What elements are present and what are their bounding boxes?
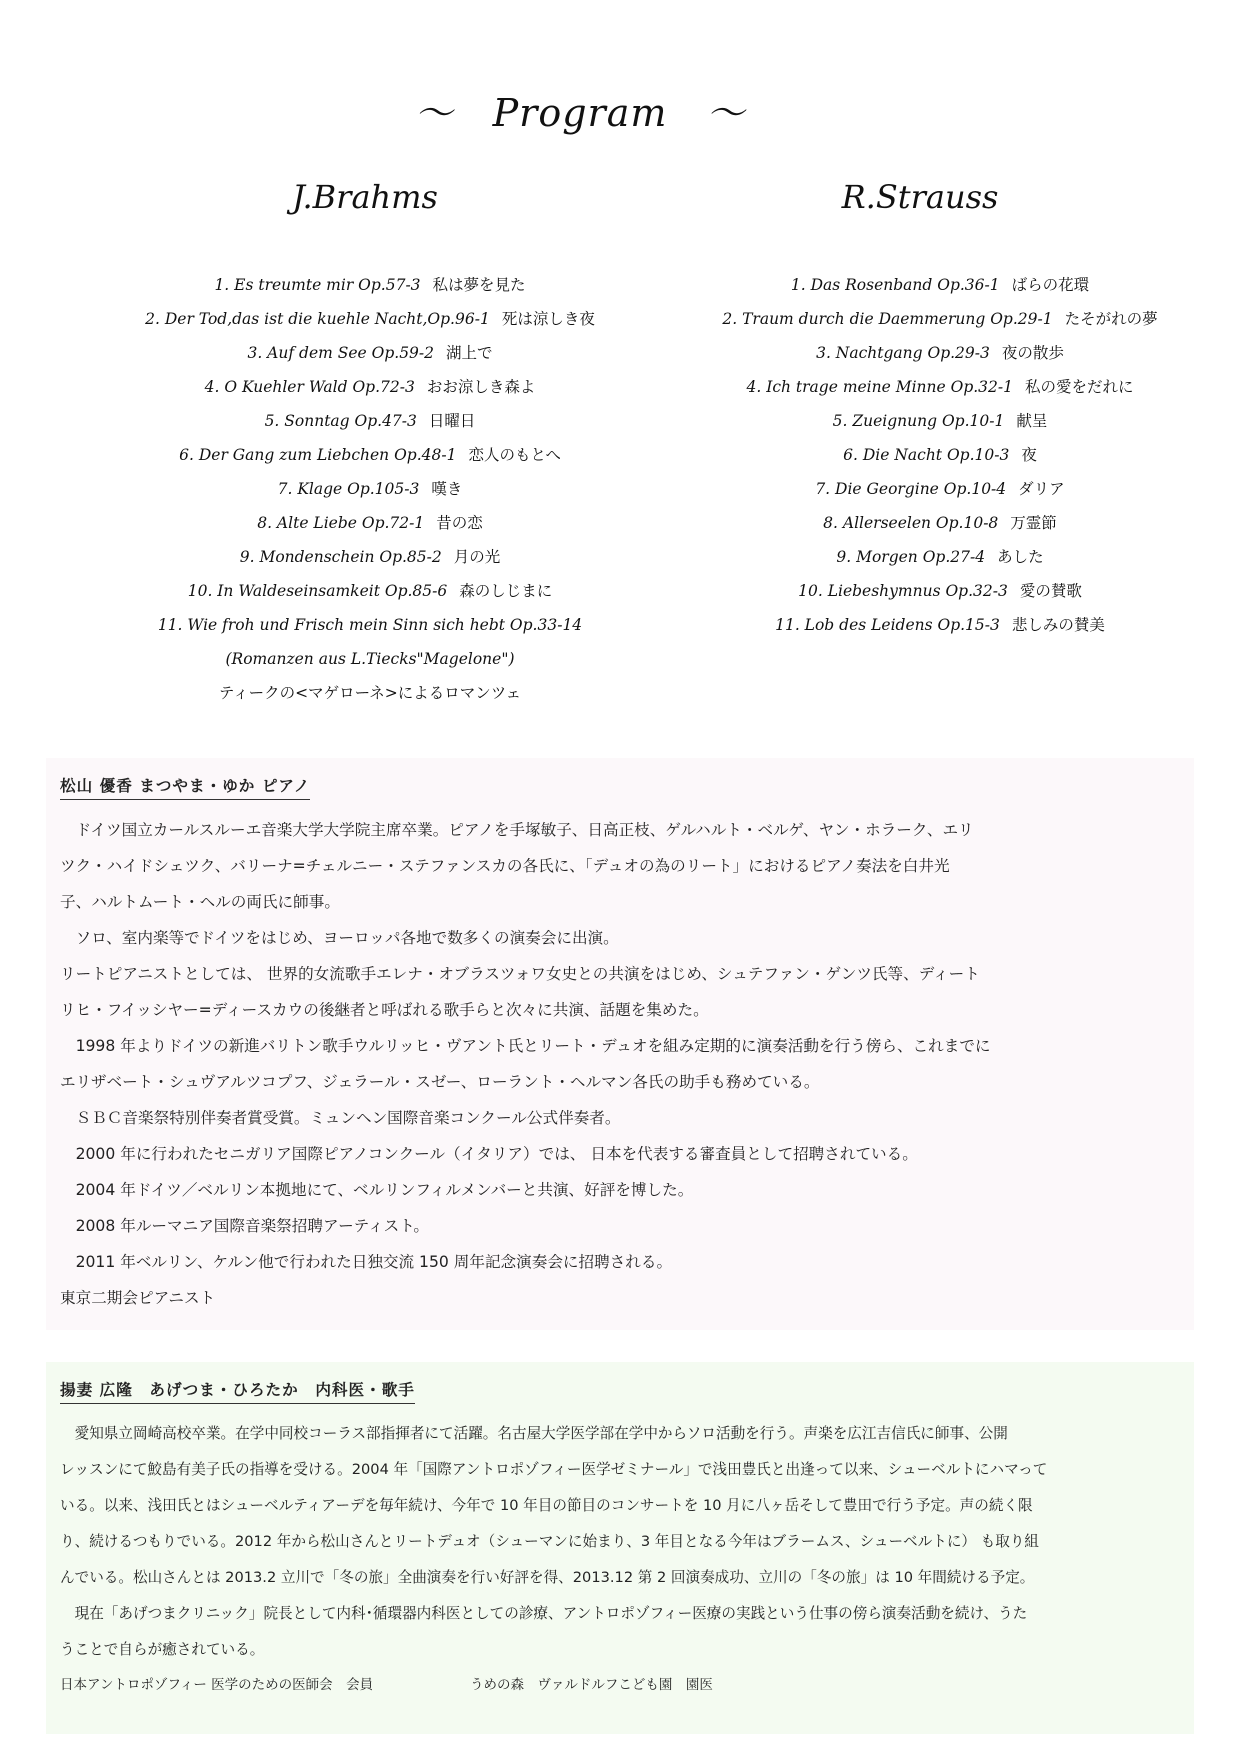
song-item: 1. Es treumte mir Op.57-3 私は夢を見た — [214, 276, 526, 294]
singer-bio — [46, 1362, 1194, 1734]
song-item: 10. Liebeshymnus Op.32-3 愛の賛歌 — [798, 582, 1082, 600]
program-title: ～ Program ～ — [414, 91, 746, 135]
pianist-bio — [46, 758, 1194, 1330]
song-item: 10. In Waldeseinsamkeit Op.85-6 森のしじまに — [187, 582, 553, 600]
song-item: 2. Der Tod,das ist die kuehle Nacht,Op.96-1 死は涼しき夜 — [145, 310, 595, 328]
bio-line: 東京二期会ピアニスト — [60, 1289, 216, 1307]
bio-line: 子、ハルトムート・ヘルの両氏に師事。 — [60, 893, 340, 911]
bio-line: 愛知県立岡崎高校卒業。在学中同校コーラス部指揮者にて活躍。名古屋大学医学部在学中からソロ活動を行う。声楽を広江吉信氏に師事、公開 — [60, 1425, 1008, 1442]
bio-line: んでいる。松山さんとは 2013.2 立川で「冬の旅」全曲演奏を行い好評を得、2013.12 第 2 回演奏成功、立川の「冬の旅」は 10 年間続ける予定。 — [60, 1569, 1035, 1586]
composer-strauss: R.Strauss — [841, 178, 999, 216]
composer-brahms: J.Brahms — [292, 178, 438, 216]
song-item: 6. Die Nacht Op.10-3 夜 — [843, 446, 1037, 464]
brahms-song-list — [70, 268, 670, 710]
singer-bio-heading: 揚妻 広隆 あげつま・ひろたか 内科医・歌手 — [60, 1378, 415, 1404]
affiliation-association: 日本アントロポゾフィー 医学のための医師会 会員 — [60, 1677, 374, 1693]
song-item: 3. Auf dem See Op.59-2 湖上で — [247, 344, 493, 362]
song-item: 4. O Kuehler Wald Op.72-3 おお涼しき森よ — [204, 378, 536, 396]
song-item: 7. Klage Op.105-3 嘆き — [277, 480, 463, 498]
bio-line: いる。以来、浅田氏とはシューベルティアーデを毎年続け、今年で 10 年目の節目のコンサートを 10 月に八ヶ岳そして豊田で行う予定。声の続く限 — [60, 1497, 1033, 1514]
bio-line: リヒ・フイッシヤー=ディースカウの後継者と呼ばれる歌手らと次々に共演、話題を集めた。 — [60, 1001, 709, 1019]
bio-line: 現在「あげつまクリニック」院長として内科･循環器内科医としての診療、アントロポゾフィー医療の実践という仕事の傍ら演奏活動を続け、うた — [60, 1605, 1028, 1622]
bio-line: 2008 年ルーマニア国際音楽祭招聘アーティスト。 — [60, 1217, 429, 1235]
song-item: 8. Allerseelen Op.10-8 万霊節 — [823, 514, 1057, 532]
song-item: 6. Der Gang zum Liebchen Op.48-1 恋人のもとへ — [179, 446, 561, 464]
magelone-subtitle: (Romanzen aus L.Tiecks"Magelone") — [225, 650, 515, 668]
song-item: 5. Sonntag Op.47-3 日曜日 — [264, 412, 476, 430]
song-item: 3. Nachtgang Op.29-3 夜の散歩 — [816, 344, 1064, 362]
bio-line: 2004 年ドイツ／ベルリン本拠地にて、ベルリンフィルメンバーと共演、好評を博した。 — [60, 1181, 694, 1199]
song-item: 8. Alte Liebe Op.72-1 昔の恋 — [257, 514, 483, 532]
bio-line: リートピアニストとしては、 世界的女流歌手エレナ・オブラスツォワ女史との共演をはじめ、シュテファン・ゲンツ氏等、ディート — [60, 965, 980, 983]
bio-line: レッスンにて鮫島有美子氏の指導を受ける。2004 年「国際アントロポゾフィー医学ゼミナール」で浅田豊氏と出逢って以来、シューベルトにハマって — [60, 1461, 1048, 1478]
affiliation-kindergarten: うめの森 ヴァルドルフこども園 園医 — [470, 1677, 713, 1693]
bio-line: 1998 年よりドイツの新進バリトン歌手ウルリッヒ・ヴアント氏とリート・デュオを組み定期的に演奏活動を行う傍ら、これまでに — [60, 1037, 991, 1055]
song-item: 4. Ich trage meine Minne Op.32-1 私の愛をだれに — [746, 378, 1134, 396]
song-item: 7. Die Georgine Op.10-4 ダリア — [815, 480, 1065, 498]
singer-affiliations — [60, 1670, 1180, 1700]
bio-line: 2000 年に行われたセニガリア国際ピアノコンクール（イタリア）では、 日本を代表する審査員として招聘されている。 — [60, 1145, 918, 1163]
bio-line: エリザベート・シュヴアルツコプフ、ジェラール・スゼー、ローラント・ヘルマン各氏の助手も務めている。 — [60, 1073, 820, 1091]
song-item: 11. Wie froh und Frisch mein Sinn sich hebt Op.33-14 — [157, 616, 583, 634]
song-item: 1. Das Rosenband Op.36-1 ばらの花環 — [790, 276, 1090, 294]
bio-line: ツク・ハイドシェツク、バリーナ=チェルニー・ステファンスカの各氏に、「デュオの為のリート」におけるピアノ奏法を白井光 — [60, 857, 950, 875]
song-item: 9. Mondenschein Op.85-2 月の光 — [239, 548, 501, 566]
pianist-bio-heading: 松山 優香 まつやま・ゆか ピアノ — [60, 774, 310, 800]
song-item: 5. Zueignung Op.10-1 献呈 — [832, 412, 1048, 430]
bio-line: ＳＢＣ音楽祭特別伴奏者賞受賞。ミュンヘン国際音楽コンクール公式伴奏者。 — [60, 1109, 621, 1127]
song-item: 9. Morgen Op.27-4 あした — [836, 548, 1044, 566]
strauss-song-list — [640, 268, 1239, 642]
bio-line: うことで自らが癒されている。 — [60, 1641, 265, 1658]
song-item: 11. Lob des Leidens Op.15-3 悲しみの賛美 — [775, 616, 1105, 634]
bio-line: り、続けるつもりでいる。2012 年から松山さんとリートデュオ（シューマンに始まり、3 年目となる今年はブラームス、シューベルトに） も取り組 — [60, 1533, 1040, 1550]
bio-line: ソロ、室内楽等でドイツをはじめ、ヨーロッパ各地で数多くの演奏会に出演。 — [60, 929, 619, 947]
bio-line: 2011 年ベルリン、ケルン他で行われた日独交流 150 周年記念演奏会に招聘される。 — [60, 1253, 673, 1271]
bio-line: ドイツ国立カールスルーエ音楽大学大学院主席卒業。ピアノを手塚敏子、日高正枝、ゲルハルト・ベルゲ、ヤン・ホラーク、エリ — [60, 821, 974, 839]
song-item: 2. Traum durch die Daemmerung Op.29-1 たそがれの夢 — [722, 310, 1158, 328]
magelone-subtitle-ja: ティークの<マゲローネ>によるロマンツェ — [218, 684, 522, 702]
